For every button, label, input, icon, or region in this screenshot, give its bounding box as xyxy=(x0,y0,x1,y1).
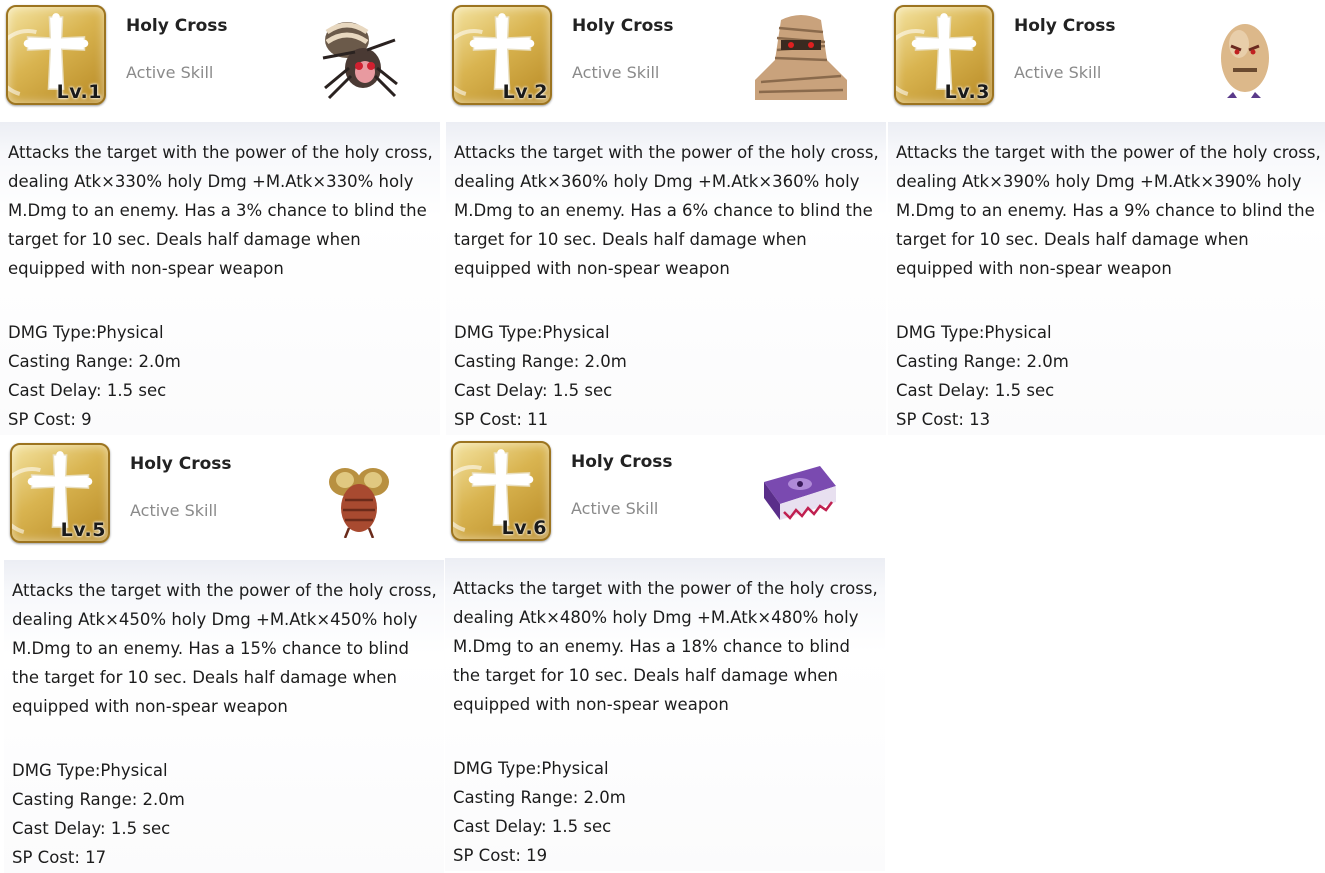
mummy-monster-icon xyxy=(751,10,851,100)
skill-card-lv5 xyxy=(4,438,444,873)
cast-delay: Cast Delay: 1.5 sec xyxy=(8,381,167,400)
egg-monster-icon xyxy=(1193,10,1293,100)
dmg-type: DMG Type:Physical xyxy=(896,323,1052,342)
holy-cross-skill-icon xyxy=(452,5,552,105)
skill-type: Active Skill xyxy=(572,63,660,82)
cast-delay: Cast Delay: 1.5 sec xyxy=(454,381,613,400)
card-header xyxy=(4,438,444,558)
sp-cost: SP Cost: 17 xyxy=(12,848,107,867)
card-header xyxy=(888,0,1325,120)
skill-level: Lv.6 xyxy=(501,517,547,539)
skill-card-lv1 xyxy=(0,0,440,435)
casting-range: Casting Range: 2.0m xyxy=(8,352,181,371)
casting-range: Casting Range: 2.0m xyxy=(453,788,626,807)
skill-name: Holy Cross xyxy=(571,452,673,472)
skill-type: Active Skill xyxy=(126,63,214,82)
skill-card-lv2 xyxy=(446,0,886,435)
mimic-book-monster-icon xyxy=(750,446,850,536)
holy-cross-skill-icon xyxy=(451,441,551,541)
skill-name: Holy Cross xyxy=(130,454,232,474)
skill-card-lv6 xyxy=(445,436,885,871)
cast-delay: Cast Delay: 1.5 sec xyxy=(12,819,171,838)
skill-description: Attacks the target with the power of the holy cross, dealing Atk×450% holy Dmg +M.Atk×450% holy M.Dmg to an enemy. Has a 15% chance to blind the target for 10 sec. Deals half damage when equipped with non-spear weapon xyxy=(12,581,437,716)
insect-monster-icon xyxy=(309,448,409,538)
skill-level: Lv.5 xyxy=(60,519,106,541)
spider-monster-icon xyxy=(305,10,405,100)
card-body xyxy=(445,558,885,871)
skill-stats xyxy=(12,756,185,872)
skill-card-lv3 xyxy=(888,0,1325,435)
holy-cross-skill-icon xyxy=(10,443,110,543)
holy-cross-skill-icon xyxy=(6,5,106,105)
skill-stats xyxy=(896,318,1069,434)
skill-stats xyxy=(453,754,626,870)
card-header xyxy=(446,0,886,120)
dmg-type: DMG Type:Physical xyxy=(12,761,168,780)
skill-description: Attacks the target with the power of the holy cross, dealing Atk×480% holy Dmg +M.Atk×480% holy M.Dmg to an enemy. Has a 18% chance to blind the target for 10 sec. Deals half damage when equipped with non-spear weapon xyxy=(453,579,878,714)
skill-description: Attacks the target with the power of the holy cross, dealing Atk×390% holy Dmg +M.Atk×390% holy M.Dmg to an enemy. Has a 9% chance to blind the target for 10 sec. Deals half damage when equipped with non-spear weapon xyxy=(896,143,1321,278)
skill-name: Holy Cross xyxy=(572,16,674,36)
skill-level: Lv.2 xyxy=(502,81,548,103)
skill-stats xyxy=(8,318,181,434)
sp-cost: SP Cost: 11 xyxy=(454,410,549,429)
cast-delay: Cast Delay: 1.5 sec xyxy=(453,817,612,836)
casting-range: Casting Range: 2.0m xyxy=(896,352,1069,371)
card-header xyxy=(0,0,440,120)
card-body xyxy=(446,122,886,435)
card-body xyxy=(0,122,440,435)
casting-range: Casting Range: 2.0m xyxy=(454,352,627,371)
dmg-type: DMG Type:Physical xyxy=(453,759,609,778)
skill-type: Active Skill xyxy=(571,499,659,518)
casting-range: Casting Range: 2.0m xyxy=(12,790,185,809)
cast-delay: Cast Delay: 1.5 sec xyxy=(896,381,1055,400)
sp-cost: SP Cost: 19 xyxy=(453,846,548,865)
card-body xyxy=(4,560,444,873)
sp-cost: SP Cost: 13 xyxy=(896,410,991,429)
card-body xyxy=(888,122,1325,435)
skill-description: Attacks the target with the power of the holy cross, dealing Atk×360% holy Dmg +M.Atk×360% holy M.Dmg to an enemy. Has a 6% chance to blind the target for 10 sec. Deals half damage when equipped with non-spear weapon xyxy=(454,143,879,278)
skill-stats xyxy=(454,318,627,434)
skill-name: Holy Cross xyxy=(1014,16,1116,36)
skill-name: Holy Cross xyxy=(126,16,228,36)
dmg-type: DMG Type:Physical xyxy=(454,323,610,342)
skill-type: Active Skill xyxy=(130,501,218,520)
holy-cross-skill-icon xyxy=(894,5,994,105)
skill-type: Active Skill xyxy=(1014,63,1102,82)
skill-level: Lv.1 xyxy=(56,81,102,103)
skill-description: Attacks the target with the power of the holy cross, dealing Atk×330% holy Dmg +M.Atk×330% holy M.Dmg to an enemy. Has a 3% chance to blind the target for 10 sec. Deals half damage when equipped with non-spear weapon xyxy=(8,143,433,278)
card-header xyxy=(445,436,885,556)
sp-cost: SP Cost: 9 xyxy=(8,410,92,429)
dmg-type: DMG Type:Physical xyxy=(8,323,164,342)
skill-level: Lv.3 xyxy=(944,81,990,103)
